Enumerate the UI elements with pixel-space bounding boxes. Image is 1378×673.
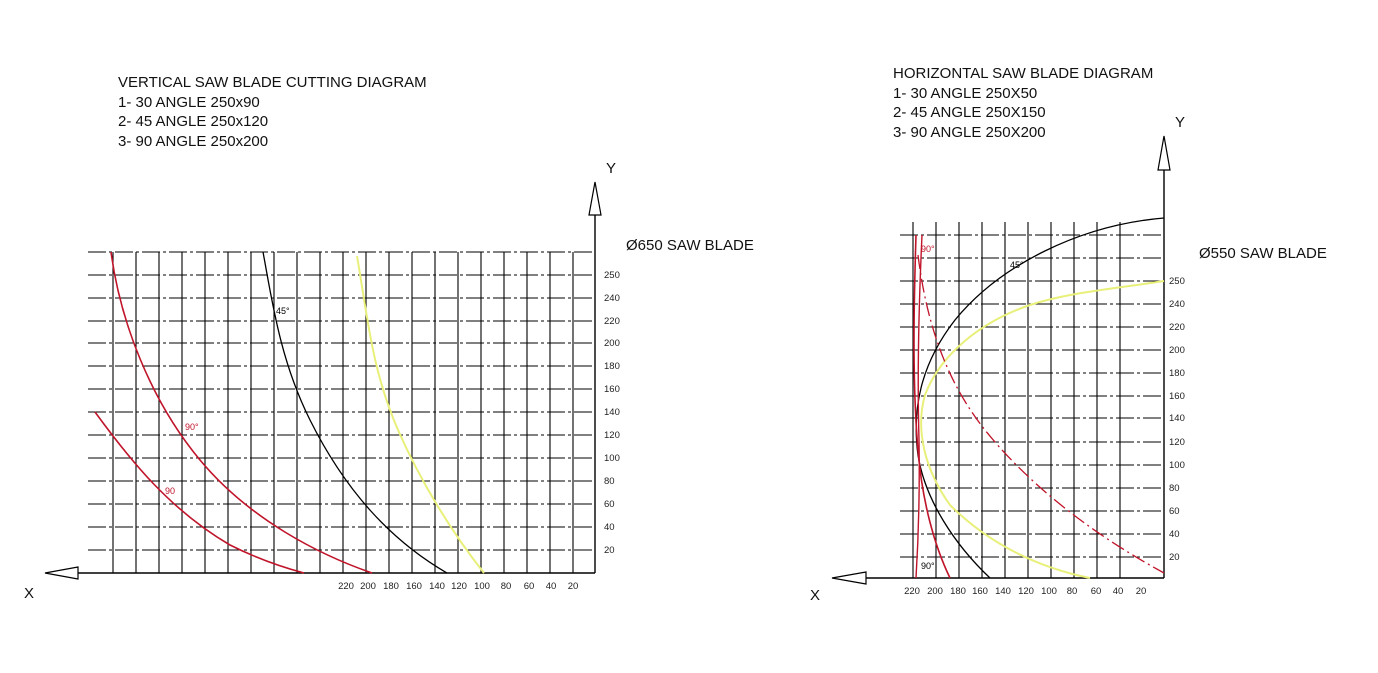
horizontal-x-tick: 40 xyxy=(1112,586,1124,597)
horizontal-y-tick: 80 xyxy=(1169,483,1180,494)
vertical-x-letter: X xyxy=(24,585,35,602)
vertical-y-letter: Y xyxy=(606,160,617,177)
horizontal-y-letter: Y xyxy=(1175,114,1186,131)
vertical-x-tick: 80 xyxy=(500,581,512,592)
vertical-x-tick: 200 xyxy=(360,581,376,592)
horizontal-label-90-bottom: 90° xyxy=(921,561,935,571)
horizontal-y-tick: 100 xyxy=(1169,460,1185,471)
horizontal-x-tick: 80 xyxy=(1066,586,1078,597)
vertical-y-tick: 200 xyxy=(604,338,620,349)
horizontal-y-tick: 250 xyxy=(1169,276,1185,287)
vertical-y-tick: 160 xyxy=(604,384,620,395)
horizontal-y-tick: 120 xyxy=(1169,437,1185,448)
vertical-x-tick: 100 xyxy=(474,581,490,592)
vertical-title: VERTICAL SAW BLADE CUTTING DIAGRAM xyxy=(118,74,427,91)
vertical-y-tick: 100 xyxy=(604,453,620,464)
vertical-y-tick: 140 xyxy=(604,407,620,418)
horizontal-y-tick: 60 xyxy=(1169,506,1180,517)
vertical-label-90a: 90° xyxy=(185,422,199,432)
vertical-curve-yellow xyxy=(357,256,484,573)
vertical-y-tick: 220 xyxy=(604,316,620,327)
horizontal-y-tick: 140 xyxy=(1169,413,1185,424)
vertical-x-tick: 60 xyxy=(523,581,535,592)
vertical-x-tick: 40 xyxy=(545,581,557,592)
horizontal-curve-45 xyxy=(916,218,1164,578)
vertical-x-tick: 20 xyxy=(567,581,579,592)
vertical-y-tick: 120 xyxy=(604,430,620,441)
vertical-y-tick: 60 xyxy=(604,499,615,510)
vertical-x-arrow xyxy=(45,567,78,579)
horizontal-y-tick: 220 xyxy=(1169,322,1185,333)
horizontal-x-tick: 200 xyxy=(927,586,943,597)
horizontal-x-tick: 20 xyxy=(1135,586,1147,597)
vertical-y-tick: 40 xyxy=(604,522,615,533)
vertical-y-tick: 250 xyxy=(604,270,620,281)
vertical-x-tick: 120 xyxy=(451,581,467,592)
horizontal-spec-line-3: 3- 90 ANGLE 250X200 xyxy=(893,123,1046,141)
horizontal-x-tick: 140 xyxy=(995,586,1011,597)
horizontal-x-tick: 180 xyxy=(950,586,966,597)
horizontal-curve-red-inner xyxy=(916,235,922,578)
vertical-x-tick: 180 xyxy=(383,581,399,592)
vertical-x-tick: 220 xyxy=(338,581,354,592)
vertical-grid xyxy=(88,252,595,573)
horizontal-y-tick: 20 xyxy=(1169,552,1180,563)
horizontal-y-tick: 40 xyxy=(1169,529,1180,540)
horizontal-x-tick: 220 xyxy=(904,586,920,597)
vertical-x-tick: 140 xyxy=(429,581,445,592)
vertical-y-tick: 20 xyxy=(604,545,615,556)
horizontal-x-arrow xyxy=(832,572,866,584)
vertical-y-arrow xyxy=(589,182,601,215)
horizontal-y-tick: 180 xyxy=(1169,368,1185,379)
vertical-x-tick-labels xyxy=(338,581,578,592)
vertical-diagram xyxy=(24,160,620,602)
horizontal-x-tick: 120 xyxy=(1018,586,1034,597)
vertical-y-tick: 240 xyxy=(604,293,620,304)
horizontal-label-90-top: 90° xyxy=(921,244,935,254)
vertical-spec-line-3: 3- 90 ANGLE 250x200 xyxy=(118,132,269,150)
vertical-y-tick: 80 xyxy=(604,476,615,487)
horizontal-y-tick-labels xyxy=(1169,276,1185,563)
horizontal-spec-line-2: 2- 45 ANGLE 250X150 xyxy=(893,104,1046,121)
vertical-spec-line-1: 1- 30 ANGLE 250x90 xyxy=(118,93,260,111)
vertical-blade-label: Ø650 SAW BLADE xyxy=(626,237,754,254)
horizontal-title: HORIZONTAL SAW BLADE DIAGRAM xyxy=(893,65,1154,82)
horizontal-label-45: 45° xyxy=(1010,260,1024,270)
vertical-spec-line-2: 2- 45 ANGLE 250x120 xyxy=(118,113,269,130)
horizontal-x-tick: 160 xyxy=(972,586,988,597)
vertical-label-45: 45° xyxy=(276,306,290,316)
vertical-label-90b: 90 xyxy=(165,486,176,496)
horizontal-x-tick: 60 xyxy=(1090,586,1102,597)
vertical-x-tick: 160 xyxy=(406,581,422,592)
vertical-y-tick-labels xyxy=(604,270,620,556)
vertical-y-tick: 180 xyxy=(604,361,620,372)
horizontal-y-arrow xyxy=(1158,136,1170,170)
vertical-curve-90-lower xyxy=(95,412,304,573)
horizontal-x-tick-labels xyxy=(904,586,1146,597)
horizontal-x-letter: X xyxy=(810,587,821,604)
horizontal-blade-label: Ø550 SAW BLADE xyxy=(1199,245,1327,262)
horizontal-y-tick: 200 xyxy=(1169,345,1185,356)
horizontal-spec-line-1: 1- 30 ANGLE 250X50 xyxy=(893,84,1038,102)
horizontal-y-tick: 160 xyxy=(1169,391,1185,402)
horizontal-x-tick: 100 xyxy=(1041,586,1057,597)
horizontal-diagram xyxy=(810,114,1185,604)
horizontal-y-tick: 240 xyxy=(1169,299,1185,310)
horizontal-grid xyxy=(900,222,1164,578)
